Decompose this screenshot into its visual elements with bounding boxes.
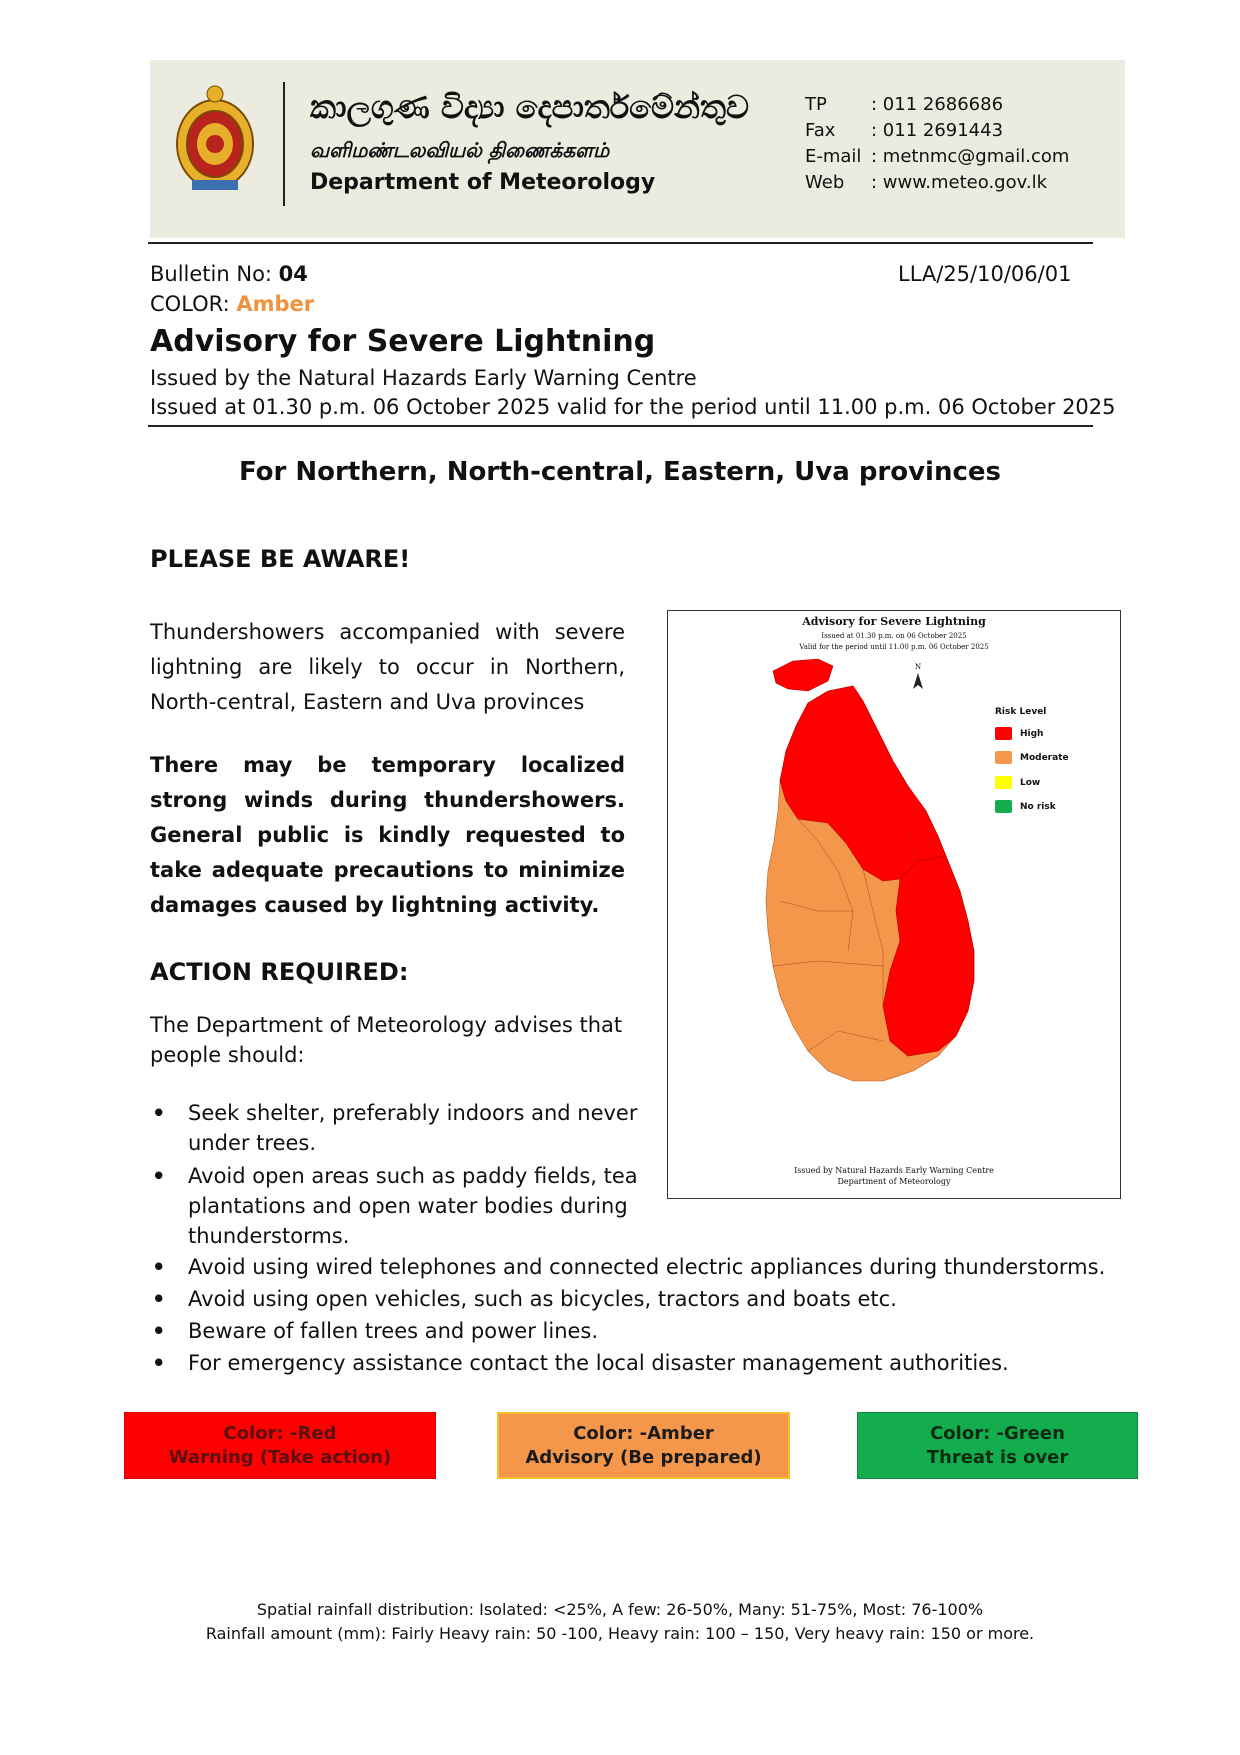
legend-swatch	[995, 751, 1012, 764]
provinces-heading: For Northern, North-central, Eastern, Uva provinces	[238, 457, 1002, 487]
legend-title: Risk Level	[995, 707, 1047, 717]
contact-email: E-mail : metnmc@gmail.com	[805, 146, 1070, 167]
contact-web: Web : www.meteo.gov.lk	[805, 172, 1048, 193]
legend-item-low: Low	[995, 776, 1040, 789]
reference-number: LLA/25/10/06/01	[898, 262, 1072, 286]
legend-item-moderate: Moderate	[995, 751, 1069, 764]
contact-fax: Fax : 011 2691443	[805, 120, 1004, 141]
legend-swatch	[995, 800, 1012, 813]
footer-amount-note: Rainfall amount (mm): Fairly Heavy rain: 50 -100, Heavy rain: 100 – 150, Very heavy rain: 150 or more.	[205, 1624, 1035, 1643]
sri-lanka-emblem-icon	[172, 82, 258, 198]
department-name-tamil: வளிமண்டலவியல் திணைக்களம்	[310, 138, 610, 162]
color-box-green: Color: -Green Threat is over	[857, 1412, 1138, 1479]
bulletin-number: Bulletin No: 04	[150, 262, 308, 286]
issuer-line: Issued by the Natural Hazards Early Warning Centre	[150, 366, 697, 390]
bulletin-color: COLOR: Amber	[150, 292, 315, 316]
legend-swatch	[995, 776, 1012, 789]
map-issued: Issued at 01.30 p.m. on 06 October 2025	[821, 632, 967, 640]
aware-heading: PLEASE BE AWARE!	[150, 545, 411, 573]
page-title: Advisory for Severe Lightning	[150, 324, 656, 359]
letterhead	[150, 60, 1125, 238]
map-footer-issuer: Issued by Natural Hazards Early Warning Centre	[794, 1166, 994, 1175]
advice-intro: The Department of Meteorology advises that people should:	[150, 1013, 623, 1067]
sri-lanka-map	[668, 611, 1120, 1198]
risk-map	[667, 610, 1121, 1199]
legend-item-no-risk: No risk	[995, 800, 1056, 813]
color-value: Amber	[236, 292, 315, 316]
precaution-paragraph: There may be temporary localized strong winds during thundershowers. General public is kindly requested to take adequate precautions to minimize damages caused by lightning activity.	[150, 753, 625, 917]
legend-swatch	[995, 727, 1012, 740]
color-box-amber: Color: -Amber Advisory (Be prepared)	[497, 1412, 790, 1479]
map-footer-department: Department of Meteorology	[837, 1177, 951, 1186]
map-valid: Valid for the period until 11.00 p.m. 06 October 2025	[799, 643, 989, 651]
north-label: N	[914, 663, 922, 671]
color-box-red: Color: -Red Warning (Take action)	[124, 1412, 436, 1479]
contact-phone: TP : 011 2686686	[805, 94, 1004, 115]
north-arrow-icon	[913, 673, 923, 689]
header-divider	[283, 82, 285, 206]
divider-top	[148, 242, 1093, 244]
divider-middle	[148, 425, 1093, 427]
map-title: Advisory for Severe Lightning	[802, 615, 986, 628]
department-name-english: Department of Meteorology	[310, 170, 656, 195]
department-name-sinhala: කාලගුණ විද්‍යා දෙපාර්තමේන්තුව	[310, 88, 749, 126]
legend-item-high: High	[995, 727, 1043, 740]
validity-line: Issued at 01.30 p.m. 06 October 2025 valid for the period until 11.00 p.m. 06 October 2025	[150, 395, 1116, 419]
footer-distribution-note: Spatial rainfall distribution: Isolated: <25%, A few: 26-50%, Many: 51-75%, Most: 76-100%	[256, 1600, 984, 1619]
action-heading: ACTION REQUIRED:	[150, 958, 409, 986]
high-risk-jaffna	[773, 659, 833, 691]
forecast-paragraph: Thundershowers accompanied with severe lightning are likely to occur in Northern, North-central, Eastern and Uva provinces	[150, 620, 625, 714]
